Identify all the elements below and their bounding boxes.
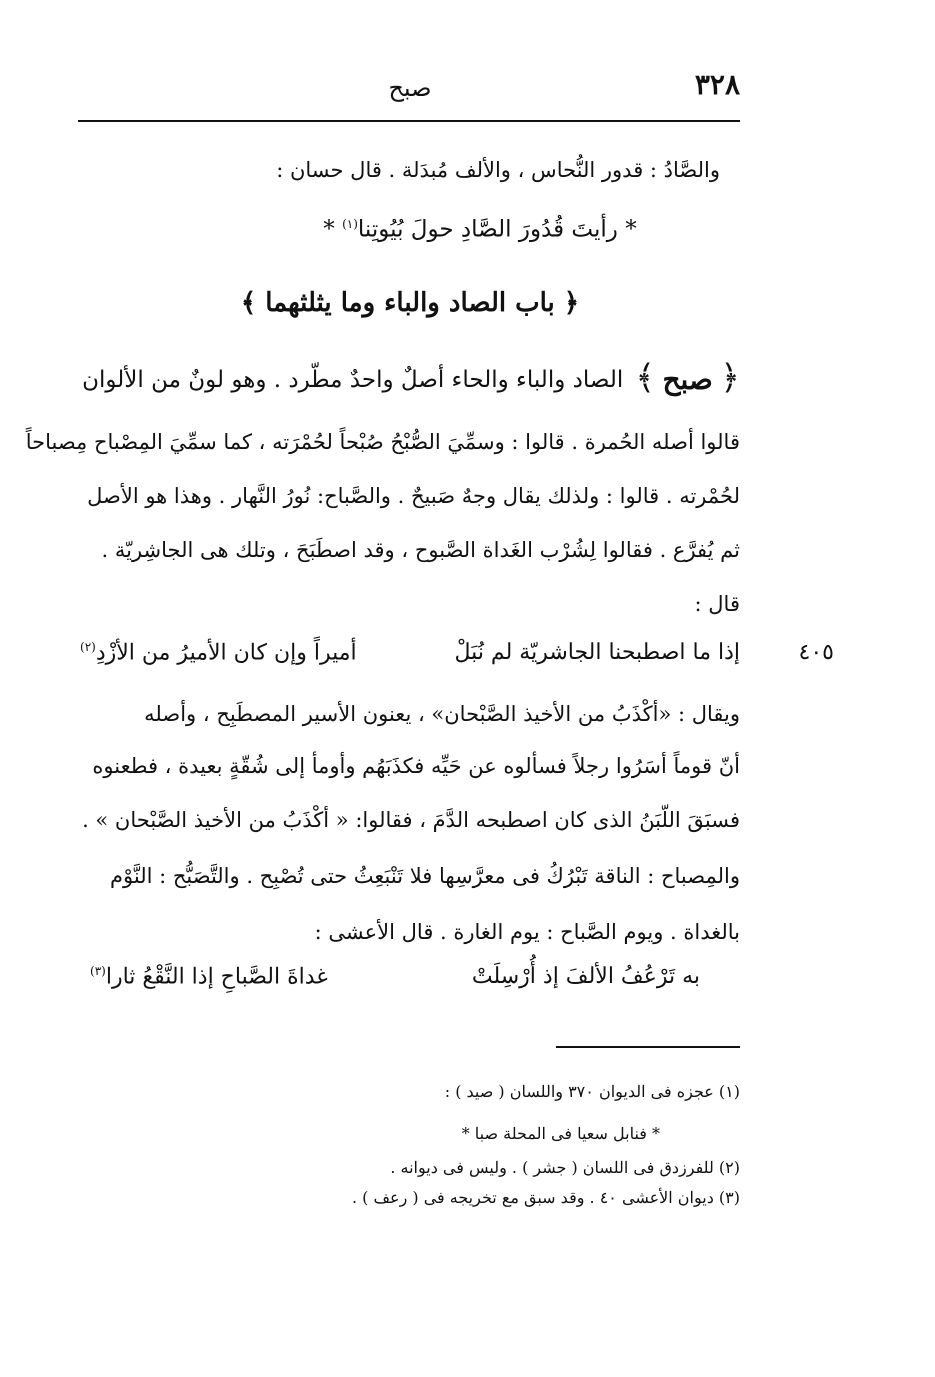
asha-verse [90, 964, 730, 989]
header-rule [78, 120, 740, 122]
footnote-ref-3: (٣) [90, 964, 106, 978]
entry-line [80, 358, 740, 402]
root-word: صبح [662, 363, 713, 396]
verse-hemistich-2-wrap [90, 964, 328, 989]
footnote-ref-1: (١) [342, 217, 358, 231]
paragraph-line: قالوا أصله الحُمرة . قالوا : وسمِّيَ الصُّبْحُ صُبْحاً لحُمْرَته ، كما سمِّيَ المِصْباح مِصباحاً [25, 430, 740, 454]
paragraph-line: فسبَقَ اللّبَنُ الذى كان اصطبحه الدَّمَ ، فقالوا: « أكْذَبُ من الأخيذ الصَّبْحان » . [82, 808, 740, 832]
verse-hemistich-1: إذا ما اصطبحنا الجاشريّة لم نُبَلْ [454, 640, 740, 665]
paragraph-line: أنّ قوماً أسَرُوا رجلاً فسألوه عن حَيِّه فكذَبَهُم وأومأ إلى شُقّةٍ بعيدة ، فطعنوه [92, 754, 740, 778]
entry-text: الصاد والباء والحاء أصلٌ واحدٌ مطّرد . وهو لونٌ من الألوان [82, 367, 624, 393]
verse-hemistich-1: به تَرْعُفُ الألفَ إذ أُرْسِلَتْ [471, 964, 700, 989]
paragraph-line: قال : [694, 592, 740, 616]
verse-end-star: * [323, 216, 335, 243]
brace-close: ﴾ [635, 358, 656, 398]
footnote: (٣) ديوان الأعشى ٤٠ . وقد سبق مع تخريجه فى ( رعف ) . [351, 1188, 740, 1207]
root-heading [635, 358, 740, 402]
footnote: (٢) للفرزدق فى اللسان ( جشر ) . وليس فى ديوانه . [390, 1158, 740, 1177]
brace-open: ﴿ [720, 358, 740, 398]
hassan-verse [240, 204, 720, 250]
verse-number: ٤٠٥ [798, 640, 834, 665]
farazdaq-verse [80, 640, 740, 665]
paragraph-line: ثم يُفرَّع . فقالوا لِشُرْب الغَداة الصَّبوح ، وقد اصطَبَحَ ، وتلك هى الجاشِريّة . [101, 538, 740, 562]
intro-line: والصَّادُ : قدور النُّحاس ، والألف مُبدَلة . قال حسان : [276, 158, 720, 182]
paragraph-line: والمِصباح : الناقة تَبْرُكُ فى معرَّسِها فلا تَنْبَعِثُ حتى تُصْبِح . والتَّصَبُّح : النَّوْم [110, 864, 740, 888]
paragraph-line: بالغداة . ويوم الصَّباح : يوم الغارة . قال الأعشى : [314, 920, 740, 944]
paragraph-line: لحُمْرته . قالوا : ولذلك يقال وجهٌ صَبيحٌ . والصَّباح: نُورُ النَّهار . وهذا هو الأصل [87, 484, 740, 508]
verse-hemistich-2: غداةَ الصَّباحِ إذا النَّقْعُ ثارا [105, 964, 328, 990]
verse-hemistich-2: أميراً وإن كان الأميرُ من الأزْدِ [95, 640, 357, 666]
footnote: (١) عجزه فى الديوان ٣٧٠ واللسان ( صيد ) : [444, 1082, 740, 1101]
paragraph-line: ويقال : «أكْذَبُ من الأخيذ الصَّبْحان» ، يعنون الأسير المصطَبِح ، وأصله [144, 702, 740, 726]
page-number: ٣٢٨ [694, 68, 740, 101]
running-head: صبح [388, 74, 432, 102]
chapter-heading: ﴿ باب الصاد والباء وما يثلثهما ﴾ [240, 288, 580, 318]
hassan-verse-text: * رأيتَ قُدُورَ الصَّادِ حولَ بُيُوتِنا [357, 216, 637, 243]
footnote-ref-2: (٢) [80, 640, 96, 654]
footnote-rule [556, 1046, 740, 1048]
verse-hemistich-2-wrap [80, 640, 357, 665]
footnote-verse: * فنابل سعيا فى المحلة صبا * [461, 1124, 660, 1143]
